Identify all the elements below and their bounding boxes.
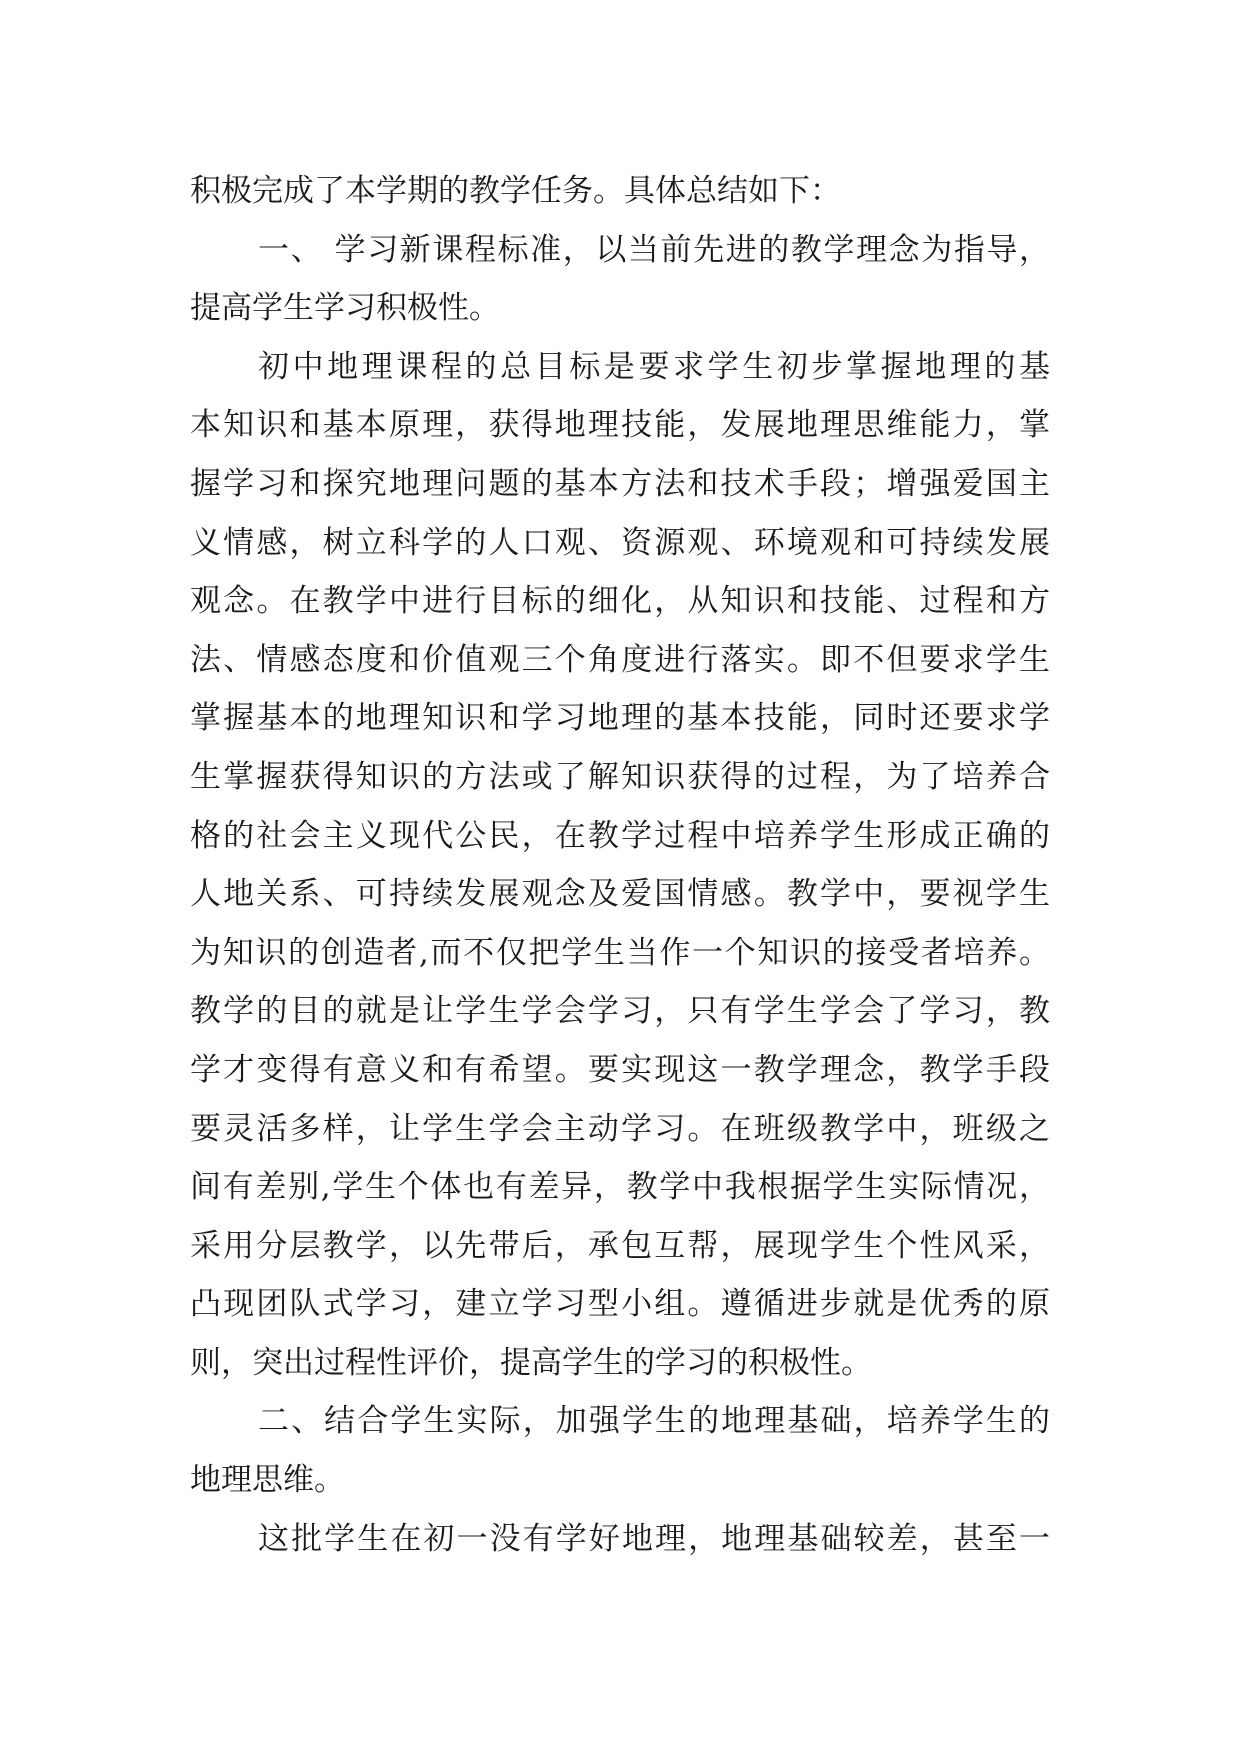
text-line: 格的社会主义现代公民，在教学过程中培养学生形成正确的 <box>190 817 1050 854</box>
section-heading-continued: 地理思维。 <box>190 1462 345 1499</box>
text-line: 凸现团队式学习，建立学习型小组。遵循进步就是优秀的原 <box>190 1286 1050 1323</box>
text-line: 生掌握获得知识的方法或了解知识获得的过程，为了培养合 <box>190 758 1050 795</box>
text-line: 观念。在教学中进行目标的细化，从知识和技能、过程和方 <box>190 583 1050 620</box>
text-line: 法、情感态度和价值观三个角度进行落实。即不但要求学生 <box>190 641 1050 678</box>
paragraph-end: 则，突出过程性评价，提高学生的学习的积极性。 <box>190 1344 872 1381</box>
paragraph-start: 初中地理课程的总目标是要求学生初步掌握地理的基 <box>258 348 1050 385</box>
text-line: 本知识和基本原理，获得地理技能，发展地理思维能力，掌 <box>190 407 1050 444</box>
text-line: 间有差别,学生个体也有差异，教学中我根据学生实际情况， <box>190 1169 1050 1206</box>
text-line: 积极完成了本学期的教学任务。具体总结如下： <box>190 173 841 209</box>
text-line: 为知识的创造者,而不仅把学生当作一个知识的接受者培养。 <box>190 934 1050 971</box>
section-heading: 一、 学习新课程标准，以当前先进的教学理念为指导， <box>258 231 1050 268</box>
text-line: 掌握基本的地理知识和学习地理的基本技能，同时还要求学 <box>190 700 1050 737</box>
text-line: 义情感，树立科学的人口观、资源观、环境观和可持续发展 <box>190 524 1050 561</box>
text-line: 教学的目的就是让学生学会学习，只有学生学会了学习，教 <box>190 993 1050 1030</box>
text-line: 要灵活多样，让学生学会主动学习。在班级教学中，班级之 <box>190 1110 1050 1147</box>
text-line: 学才变得有意义和有希望。要实现这一教学理念，教学手段 <box>190 1051 1050 1088</box>
text-line: 采用分层教学，以先带后，承包互帮，展现学生个性风采， <box>190 1227 1050 1264</box>
text-line: 握学习和探究地理问题的基本方法和技术手段；增强爱国主 <box>190 465 1050 502</box>
text-line: 人地关系、可持续发展观念及爱国情感。教学中，要视学生 <box>190 876 1050 913</box>
section-heading-continued: 提高学生学习积极性。 <box>190 290 500 327</box>
section-heading: 二、结合学生实际，加强学生的地理基础，培养学生的 <box>258 1403 1050 1440</box>
paragraph-start: 这批学生在初一没有学好地理，地理基础较差，甚至一 <box>258 1520 1050 1557</box>
body-text <box>190 162 1050 1568</box>
